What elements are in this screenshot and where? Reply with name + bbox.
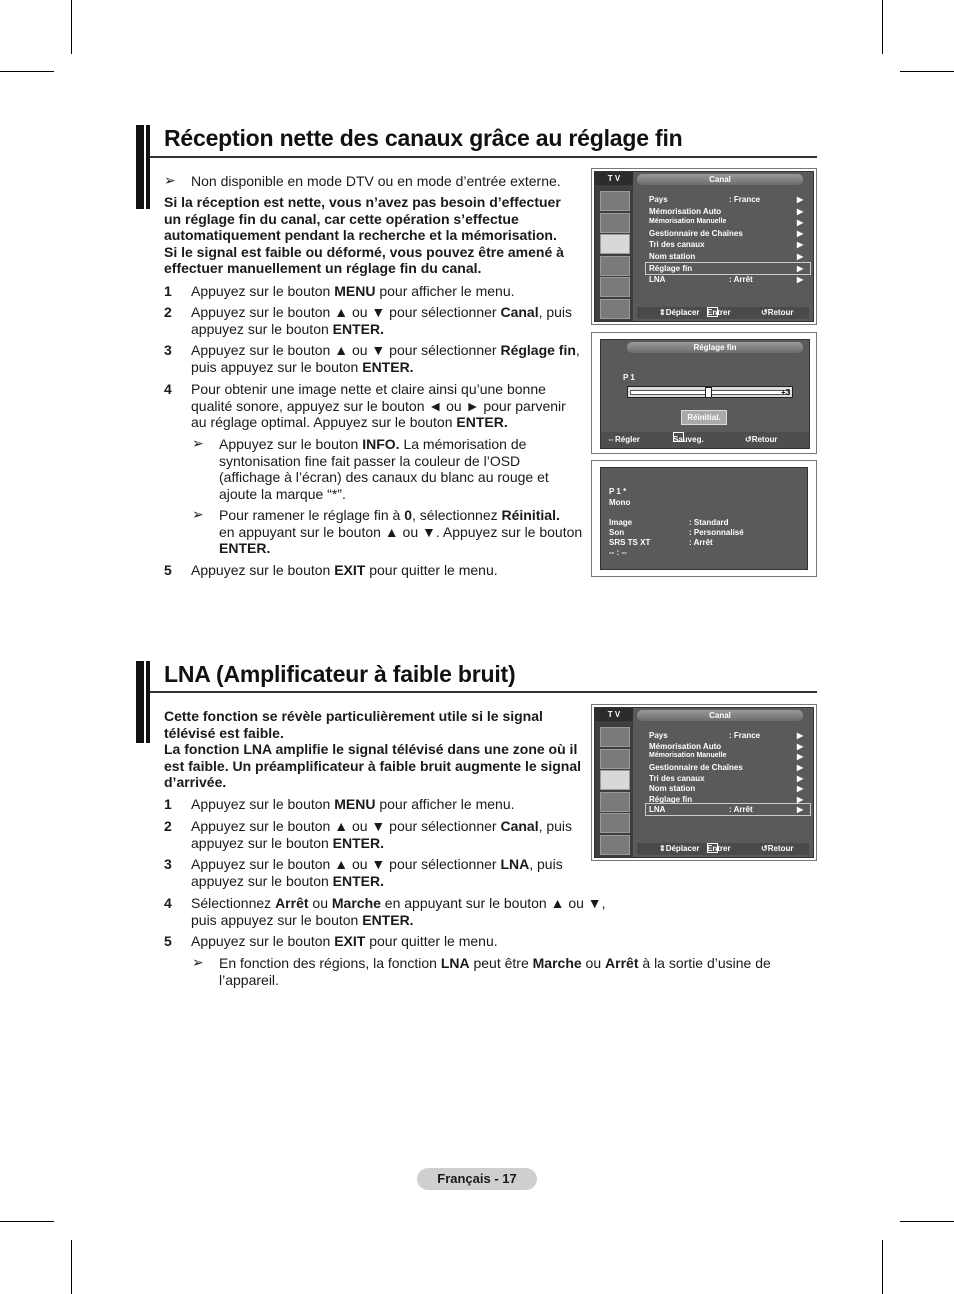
step-text: Pour obtenir une image nette et claire ainsi qu’une bonne qualité sonore, appuyez sur le bouton ◄ ou ► pour parvenir au réglage optimal. Appuyez sur le bouton ENTER. [191, 381, 566, 430]
section-bar [146, 661, 150, 743]
step-number: 3 [164, 856, 172, 872]
crop-mark [0, 1221, 54, 1222]
step-text: Sélectionnez Arrêt ou Marche en appuyant sur le bouton ▲ ou ▼, puis appuyez sur le bouton ENTER. [191, 895, 606, 928]
tip-text: Appuyez sur le bouton INFO. La mémorisation de syntonisation fine fait passer la couleur de l’OSD (affichage à l’écran) des canaux du blanc au rouge et ajoute la marque “*”. [219, 436, 549, 502]
application-icon [600, 299, 630, 319]
osd-tv-label: T V [595, 172, 633, 185]
section-rule [150, 156, 817, 158]
osd-info [591, 460, 817, 577]
note-arrow-icon: ➢ [164, 172, 176, 188]
reset-button[interactable]: Réinitial. [681, 410, 727, 425]
crop-mark [882, 0, 883, 54]
channel-icon [600, 234, 630, 254]
osd-footer: ⇕ Déplacer Entrer ↺ Retour [637, 843, 809, 855]
step-text: Appuyez sur le bouton MENU pour afficher le menu. [191, 283, 515, 299]
tip-arrow-icon: ➢ [192, 506, 204, 522]
input-icon [600, 813, 630, 833]
osd-menu-item: Mémorisation Manuelle ▶ [649, 218, 804, 227]
osd-header: Réglage fin [627, 342, 803, 353]
step-number: 3 [164, 342, 172, 358]
osd-screen [594, 707, 814, 858]
step-number: 5 [164, 562, 172, 578]
step-text: Appuyez sur le bouton ▲ ou ▼ pour sélectionner LNA, puis appuyez sur le bouton ENTER. [191, 856, 563, 889]
osd-canal-menu-lna [591, 704, 817, 861]
tip-arrow-icon: ➢ [192, 954, 204, 970]
osd-menu-item: Pays : France ▶ [649, 195, 804, 204]
sound-icon [600, 749, 630, 769]
osd-fine-tune [591, 332, 817, 454]
step-text: Appuyez sur le bouton ▲ ou ▼ pour sélectionner Canal, puis appuyez sur le bouton ENTER. [191, 304, 573, 337]
picture-icon [600, 191, 630, 211]
section1-title: Réception nette des canaux grâce au réglage fin [164, 125, 683, 151]
info-mode: Mono [609, 498, 631, 507]
step-text: Appuyez sur le bouton MENU pour afficher le menu. [191, 796, 515, 812]
slider-value: +3 [781, 388, 791, 397]
osd-menu-item: Réglage fin ▶ [649, 795, 804, 804]
section-bar [136, 125, 144, 209]
slider-thumb[interactable] [705, 387, 712, 398]
step-number: 2 [164, 818, 172, 834]
osd-menu-item: LNA : Arrêt ▶ [649, 275, 804, 284]
tip-text: Pour ramener le réglage fin à 0, sélectionnez Réinitial. en appuyant sur le bouton ▲ ou ▼. Appuyez sur le bouton ENTER. [219, 507, 583, 556]
crop-mark [882, 1240, 883, 1294]
osd-menu-item: Mémorisation Auto ▶ [649, 207, 804, 216]
osd-header: Canal [637, 710, 803, 721]
section-bar [146, 125, 150, 209]
osd-menu-item: Pays : France ▶ [649, 731, 804, 740]
section2-intro: Cette fonction se révèle particulièrement utile si le signal télévisé est faible. La fonction LNA amplifie le signal télévisé dans une zone où il est faible. Un préamplificateur à faible bruit augmente le signal d’arrivée. [164, 708, 581, 790]
osd-menu-item: Nom station ▶ [649, 784, 804, 793]
input-icon [600, 277, 630, 297]
osd-footer: ⇕ Déplacer Entrer ↺ Retour [637, 307, 809, 319]
step-text: Appuyez sur le bouton ▲ ou ▼ pour sélectionner Réglage fin, puis appuyez sur le bouton ENTER. [191, 342, 580, 375]
fine-tune-slider[interactable] [627, 386, 793, 398]
osd-menu-item: Gestionnaire de Chaînes ▶ [649, 229, 804, 238]
picture-icon [600, 727, 630, 747]
step-text: Appuyez sur le bouton EXIT pour quitter le menu. [191, 933, 498, 949]
step-number: 1 [164, 796, 172, 812]
section-bar [136, 661, 144, 743]
info-row: Son : Personnalisé [609, 528, 744, 537]
step-number: 5 [164, 933, 172, 949]
osd-highlight [645, 803, 811, 816]
crop-mark [0, 71, 54, 72]
info-time: -- : -- [609, 548, 627, 557]
step-number: 4 [164, 381, 172, 397]
info-channel: P 1 * [609, 487, 627, 496]
osd-menu-item: Mémorisation Manuelle ▶ [649, 752, 804, 761]
crop-mark [71, 0, 72, 54]
osd-menu-item: Tri des canaux ▶ [649, 774, 804, 783]
osd-menu-item: Mémorisation Auto ▶ [649, 742, 804, 751]
osd-menu-item: Nom station ▶ [649, 252, 804, 261]
osd-channel: P 1 [623, 373, 635, 382]
osd-canal-menu [591, 168, 817, 325]
osd-screen [600, 467, 808, 570]
info-row: SRS TS XT : Arrêt [609, 538, 713, 547]
tip-arrow-icon: ➢ [192, 435, 204, 451]
sound-icon [600, 213, 630, 233]
osd-menu-item: Gestionnaire de Chaînes ▶ [649, 763, 804, 772]
setup-icon [600, 792, 630, 812]
section1-intro: Si la réception est nette, vous n’avez pas besoin d’effectuer un réglage fin du canal, car cette opération s’effectue automatiquement pendant la recherche et la mémorisation. Si le signal est faible ou déformé, vous pouvez être amené à effectuer manuellement un réglage fin du canal. [164, 194, 564, 276]
application-icon [600, 835, 630, 855]
tip-text: En fonction des régions, la fonction LNA peut être Marche ou Arrêt à la sortie d’usine de l’appareil. [219, 955, 771, 988]
channel-icon [600, 770, 630, 790]
step-text: Appuyez sur le bouton ▲ ou ▼ pour sélectionner Canal, puis appuyez sur le bouton ENTER. [191, 818, 573, 851]
crop-mark [71, 1240, 72, 1294]
section2-title: LNA (Amplificateur à faible bruit) [164, 661, 516, 687]
page-number-label: Français - 17 [417, 1168, 537, 1190]
osd-menu-item-selected: Réglage fin ▶ [649, 264, 804, 273]
step-number: 1 [164, 283, 172, 299]
step-number: 2 [164, 304, 172, 320]
section-rule [150, 691, 817, 693]
setup-icon [600, 256, 630, 276]
info-row: Image : Standard [609, 518, 729, 527]
osd-menu-item-selected: LNA : Arrêt ▶ [649, 805, 804, 814]
crop-mark [900, 71, 954, 72]
step-text: Appuyez sur le bouton EXIT pour quitter le menu. [191, 562, 498, 578]
osd-footer: ⇔ Régler Sauveg. ↺ Retour [601, 432, 809, 448]
section1-note: Non disponible en mode DTV ou en mode d’entrée externe. [191, 173, 561, 189]
osd-tv-label: T V [595, 708, 633, 721]
osd-menu-item: Tri des canaux ▶ [649, 240, 804, 249]
step-number: 4 [164, 895, 172, 911]
osd-screen [600, 339, 810, 449]
crop-mark [900, 1221, 954, 1222]
osd-screen [594, 171, 814, 322]
osd-header: Canal [637, 174, 803, 185]
